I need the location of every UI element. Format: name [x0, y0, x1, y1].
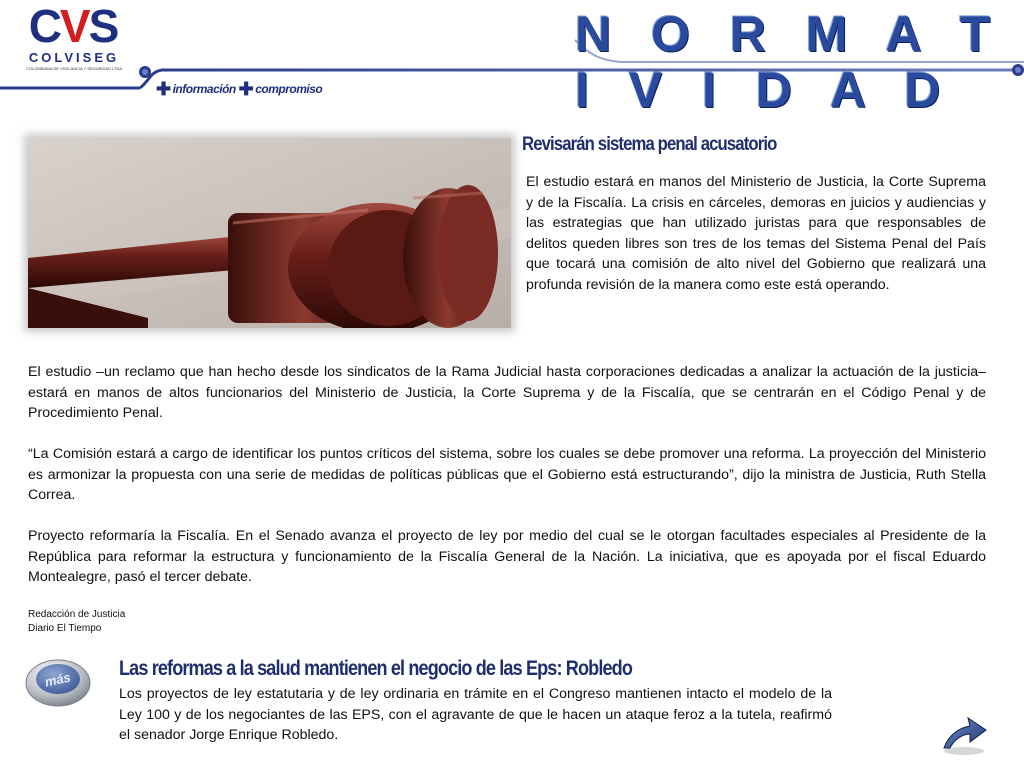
logo-letter: V	[59, 0, 89, 52]
logo-mark	[14, 0, 132, 52]
article-paragraph-3: Proyecto reformaría la Fiscalía. En el Senado avanza el proyecto de ley por medio del cual se le otorgan facultades especiales al Presidente de la República para reformar la estructura y funcionamiento de la Fiscalía General de la Nación. La iniciativa, que es apoyada por el fiscal Eduardo Montealegre, pasó el tercer debate.	[28, 528, 986, 586]
credit-line-2: Diario El Tiempo	[28, 623, 102, 634]
logo-letter: C	[28, 0, 60, 52]
secondary-headline[interactable]: Las reformas a la salud mantienen el negocio de las Eps: Robledo	[119, 657, 633, 680]
article-paragraph-1: El estudio –un reclamo que han hecho desde los sindicatos de la Rama Judicial hasta corporaciones dedicadas a analizar la actuación de la justicia– estará en manos de altos funcionarios del Ministerio de Justicia, la Corte Suprema y de la Fiscalía, que se centrarán en el Código Penal y de Procedimiento Penal.	[28, 364, 986, 422]
logo-company-subtitle: COLOMBIANA DE VIGILANCIA Y SEGURIDAD LTDA	[25, 66, 123, 71]
article-lead: El estudio estará en manos del Ministerio de Justicia, la Corte Suprema y de la Fiscalía. La crisis en cárceles, demoras en juicios y audiencias y las estrategias que han utilizado juristas para que responsables de delitos queden libres son tres de los temas del Sistema Penal del País que tocará una comisión de alto nivel del Gobierno que realizará una profunda revisión de la manera como este está operando.	[526, 174, 986, 293]
plus-icon: ✚	[238, 79, 254, 99]
page-title: N O R M A T I V I D A D	[575, 6, 1004, 118]
slogan-commitment: compromiso	[255, 82, 323, 96]
article-headline: Revisarán sistema penal acusatorio	[522, 134, 777, 155]
curved-arrow-icon[interactable]	[940, 706, 990, 756]
logo-letter: S	[88, 0, 118, 52]
slogan-information: información	[172, 82, 236, 96]
title-banner	[575, 4, 1024, 118]
gavel-photo	[28, 138, 511, 328]
credit-line-1: Redacción de Justicia	[28, 609, 126, 620]
article-credits	[28, 608, 125, 636]
article-paragraph-2: “La Comisión estará a cargo de identificar los puntos críticos del sistema, sobre los cuales se debe promover una reforma. La proyección del Ministerio es armonizar la propuesta con una serie de medidas de políticas públicas que el Gobierno está estructurando”, dijo la ministra de Justicia, Ruth Stella Correa.	[28, 446, 986, 504]
secondary-summary: Los proyectos de ley estatutaria y de ley ordinaria en trámite en el Congreso mantienen intacto el modelo de la Ley 100 y de los negociantes de las EPS, con el agravante de que le hacen un ataque feroz a la tutela, reafirmó el senador Jorge Enrique Robledo.	[119, 686, 832, 744]
colviseg-logo	[10, 0, 132, 74]
more-button[interactable]	[25, 655, 91, 707]
more-button-label: más	[43, 669, 72, 690]
logo-company-name: COLVISEG	[28, 50, 120, 65]
plus-icon: ✚	[156, 79, 171, 99]
slogan	[156, 79, 322, 100]
logo-letters	[29, 0, 118, 52]
